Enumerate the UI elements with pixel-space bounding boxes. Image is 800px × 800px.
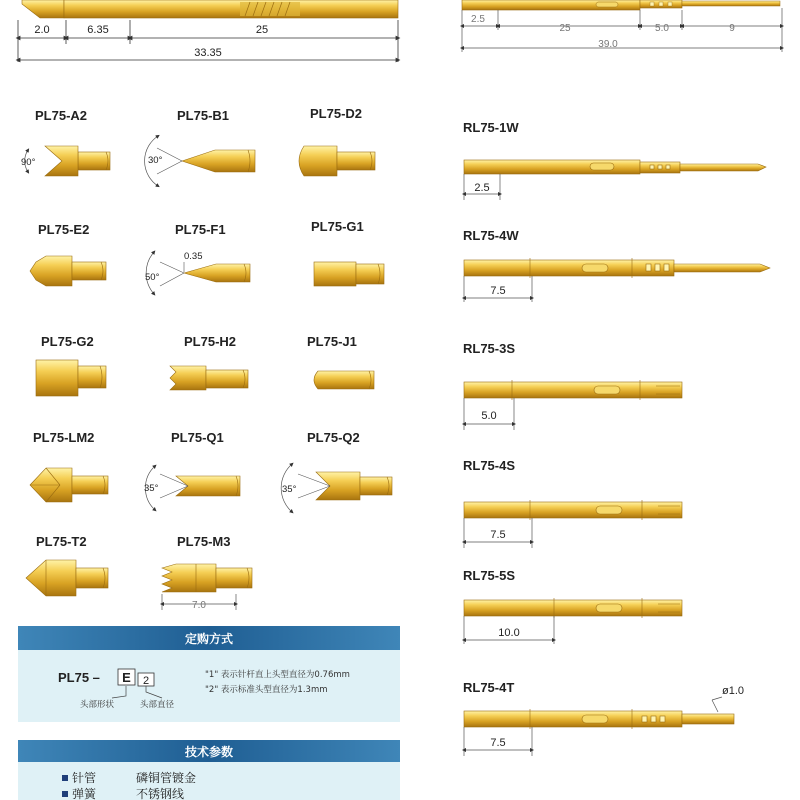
tip-title-pl75-t2: PL75-T2 <box>36 534 87 549</box>
rl-title-4w: RL75-4W <box>463 228 519 243</box>
ordering-header: 定购方式 <box>184 632 234 646</box>
specs-header: 技术参数 <box>184 745 234 759</box>
angle-b1: 30° <box>148 155 163 166</box>
tip-drawing-pl75-d2 <box>299 146 375 176</box>
dim-25: 25 <box>255 24 269 36</box>
rl-dim-4s: 7.5 <box>490 529 506 541</box>
tip-drawing-pl75-e2 <box>30 256 106 286</box>
bullet-icon <box>62 791 68 797</box>
rl-title-1w: RL75-1W <box>463 120 519 135</box>
tip-title-pl75-lm2: PL75-LM2 <box>33 430 95 445</box>
tip-drawing-pl75-f1 <box>184 264 250 282</box>
angle-q1: 35° <box>144 483 159 494</box>
tip-title-pl75-q2: PL75-Q2 <box>307 430 360 445</box>
spec-value-0: 磷铜管镀金 <box>136 771 197 785</box>
ordering-code-e: E <box>122 670 131 685</box>
tip-drawing-pl75-t2 <box>26 560 108 596</box>
spec-key-0: 针管 <box>72 771 97 785</box>
angle-a2: 90° <box>21 157 36 168</box>
rl-drawing-4w <box>464 258 770 278</box>
ordering-code-2: 2 <box>142 675 150 687</box>
ordering-note-2: "2" 表示标准头型直径为1.3mm <box>205 685 328 695</box>
tip-title-pl75-g2: PL75-G2 <box>41 334 94 349</box>
rl-dim-3s: 5.0 <box>481 410 497 422</box>
dim-33-35: 33.35 <box>194 47 222 59</box>
dim-9-top: 9 <box>729 23 735 34</box>
tip-drawing-pl75-m3 <box>162 564 252 592</box>
tip-title-pl75-q1: PL75-Q1 <box>171 430 224 445</box>
ordering-label-shape: 头部形状 <box>80 700 115 710</box>
tip-title-pl75-h2: PL75-H2 <box>184 334 237 349</box>
dim-6-35: 6.35 <box>87 24 109 36</box>
rl-title-4s: RL75-4S <box>463 458 516 473</box>
spec-key-1: 弹簧 <box>72 787 97 800</box>
tip-title-pl75-f1: PL75-F1 <box>175 222 226 237</box>
ordering-note-1: "1" 表示针杆直上头型直径为0.76mm <box>205 670 350 680</box>
rl-drawing-4t <box>464 709 734 729</box>
dim-5-0-top: 5.0 <box>655 23 669 34</box>
ordering-label-diam: 头部直径 <box>140 700 175 710</box>
top-right-receptacle <box>462 0 780 10</box>
tip-drawing-pl75-a2 <box>45 146 110 176</box>
rl-dim-5s: 10.0 <box>498 627 520 639</box>
rl-dim-4t: 7.5 <box>490 737 506 749</box>
tip-title-pl75-j1: PL75-J1 <box>307 334 357 349</box>
top-left-probe <box>22 0 398 18</box>
dim-f1: 0.35 <box>184 251 203 262</box>
tip-title-pl75-g1: PL75-G1 <box>311 219 364 234</box>
rl-dim-1w: 2.5 <box>474 182 490 194</box>
tip-drawing-pl75-q2 <box>316 472 392 500</box>
angle-q2: 35° <box>282 484 297 495</box>
dim-39-0-top: 39.0 <box>598 39 618 50</box>
angle-f1: 50° <box>145 272 160 283</box>
tip-drawing-pl75-j1 <box>314 371 374 389</box>
tip-drawing-pl75-g2 <box>36 360 106 396</box>
tip-title-pl75-e2: PL75-E2 <box>38 222 90 237</box>
tip-drawing-pl75-h2 <box>170 366 248 390</box>
ordering-code-prefix: PL75 – <box>58 670 100 685</box>
rl-drawing-1w <box>464 160 766 174</box>
tip-drawing-pl75-g1 <box>314 262 384 286</box>
rl-drawing-4s <box>464 500 682 520</box>
dim-2-5-top: 2.5 <box>471 14 485 25</box>
tip-drawing-pl75-b1 <box>182 150 255 172</box>
dim-25-top: 25 <box>559 23 571 34</box>
rl-title-5s: RL75-5S <box>463 568 516 583</box>
rl-drawing-3s <box>464 380 682 400</box>
tip-drawing-pl75-lm2 <box>30 468 108 502</box>
bullet-icon <box>62 775 68 781</box>
rl-title-3s: RL75-3S <box>463 341 516 356</box>
tip-drawing-pl75-q1 <box>176 476 240 496</box>
tip-title-pl75-m3: PL75-M3 <box>177 534 231 549</box>
spec-value-1: 不锈钢线 <box>136 787 185 800</box>
tip-title-pl75-a2: PL75-A2 <box>35 108 88 123</box>
rl-dim-4w: 7.5 <box>490 285 506 297</box>
tip-title-pl75-b1: PL75-B1 <box>177 108 230 123</box>
dim-m3: 7.0 <box>192 600 206 611</box>
rl-drawing-5s <box>464 598 682 618</box>
rl-diameter-4t: ø1.0 <box>722 685 745 697</box>
rl-title-4t: RL75-4T <box>463 680 515 695</box>
dim-2-0: 2.0 <box>34 24 50 36</box>
tip-title-pl75-d2: PL75-D2 <box>310 106 363 121</box>
